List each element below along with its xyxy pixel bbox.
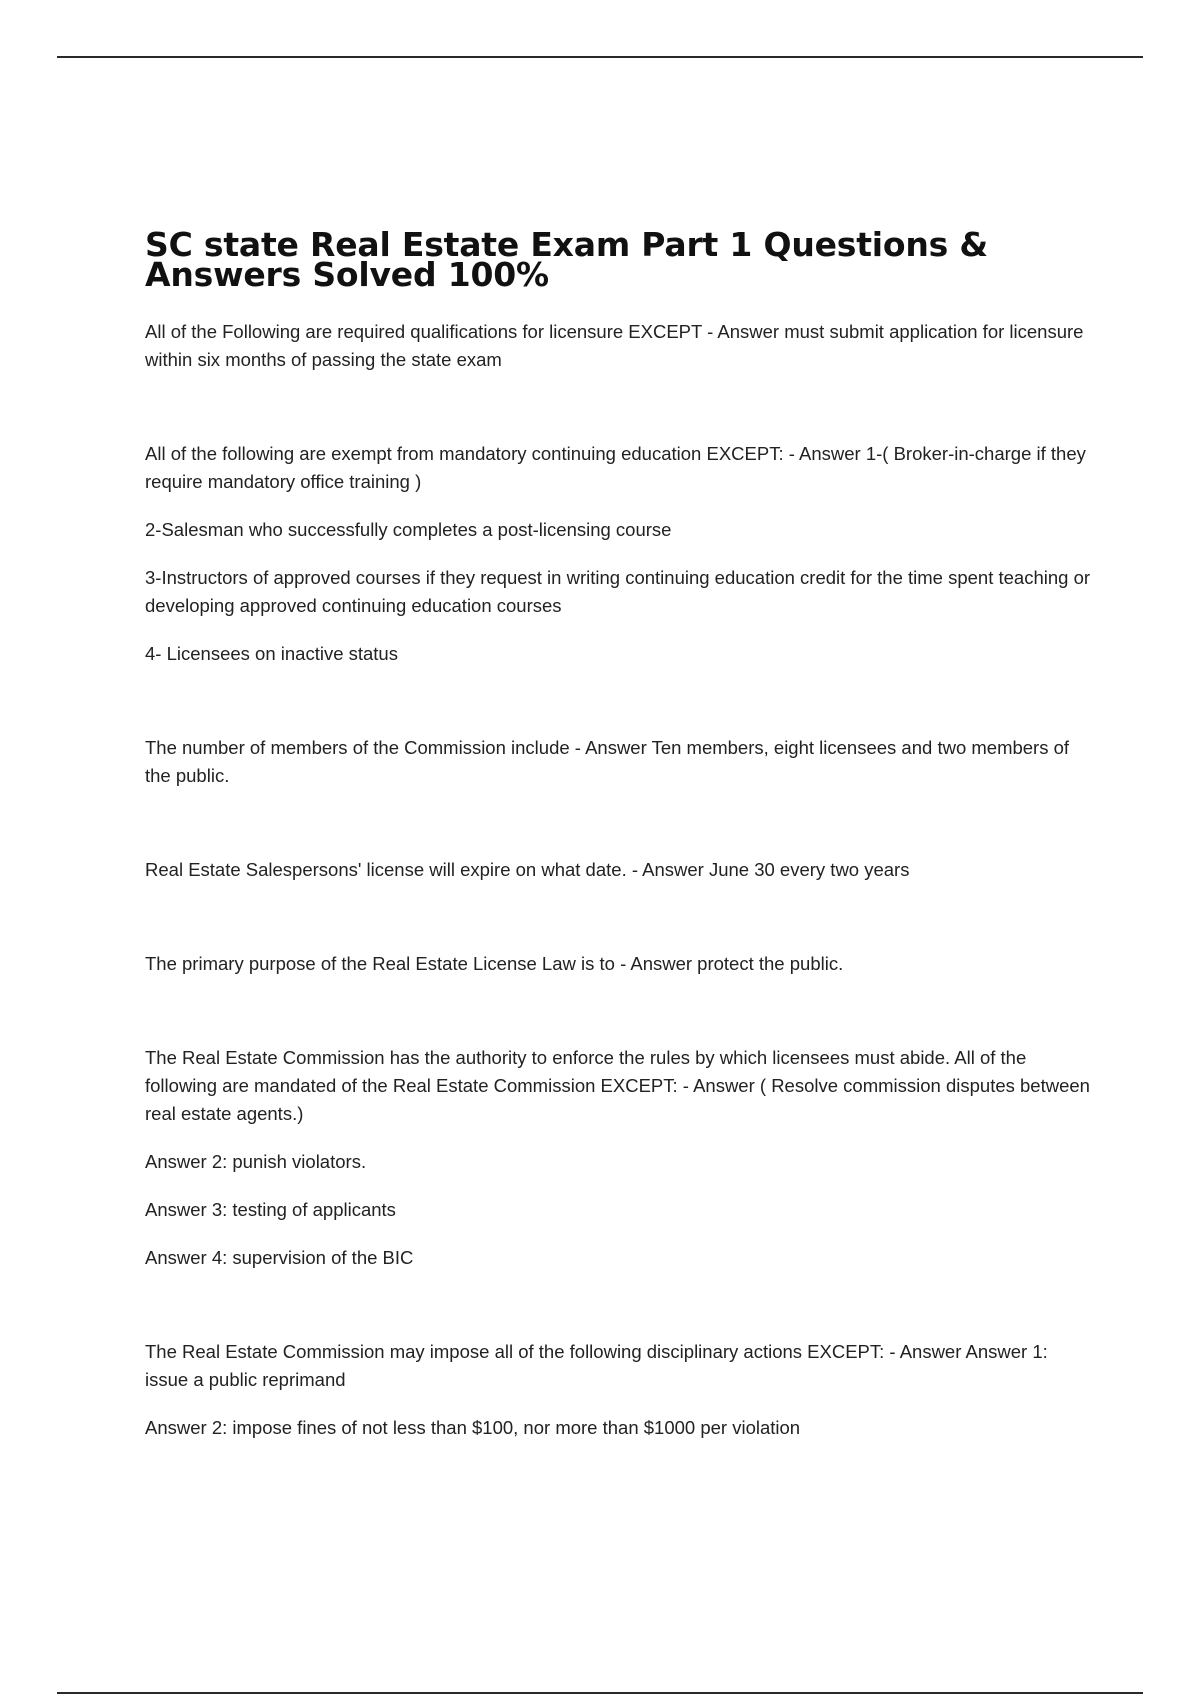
qa-paragraph: 4- Licensees on inactive status: [145, 643, 398, 664]
qa-paragraph: Real Estate Salespersons' license will expire on what date. - Answer June 30 every two years: [145, 859, 910, 880]
qa-paragraph: 3-Instructors of approved courses if they request in writing continuing education credit for the time spent teaching or developing approved continuing education courses: [145, 567, 1091, 616]
qa-paragraph: The Real Estate Commission may impose all of the following disciplinary actions EXCEPT: - Answer Answer 1: issue a public reprimand: [145, 1341, 1048, 1390]
qa-item-7: [145, 1338, 1095, 1442]
qa-paragraph: All of the Following are required qualifications for licensure EXCEPT - Answer must submit application for licensure within six months of passing the state exam: [145, 321, 1084, 370]
qa-paragraph: 2-Salesman who successfully completes a post-licensing course: [145, 519, 672, 540]
qa-paragraph: The primary purpose of the Real Estate License Law is to - Answer protect the public.: [145, 953, 844, 974]
qa-paragraph: Answer 2: punish violators.: [145, 1151, 367, 1172]
qa-paragraph: Answer 2: impose fines of not less than $100, nor more than $1000 per violation: [145, 1417, 801, 1438]
qa-item-2: [145, 440, 1095, 668]
document-body: [145, 225, 1095, 1442]
qa-item-3: [145, 734, 1095, 790]
qa-paragraph: Answer 4: supervision of the BIC: [145, 1247, 414, 1268]
qa-item-4: [145, 856, 1095, 884]
qa-item-5: [145, 950, 1095, 978]
qa-item-6: [145, 1044, 1095, 1272]
qa-item-1: [145, 318, 1095, 374]
qa-paragraph: Answer 3: testing of applicants: [145, 1199, 396, 1220]
qa-paragraph: The Real Estate Commission has the authority to enforce the rules by which licensees must abide. All of the following are mandated of the Real Estate Commission EXCEPT: - Answer ( Resolve commission disputes between real estate agents.): [145, 1047, 1090, 1124]
document-title: SC state Real Estate Exam Part 1 Questions & Answers Solved 100%: [145, 225, 988, 294]
footer-rule: [57, 1692, 1143, 1694]
qa-paragraph: The number of members of the Commission include - Answer Ten members, eight licensees and two members of the public.: [145, 737, 1070, 786]
qa-paragraph: All of the following are exempt from mandatory continuing education EXCEPT: - Answer 1-( Broker-in-charge if they require mandatory office training ): [145, 443, 1086, 492]
header-rule: [57, 56, 1143, 58]
